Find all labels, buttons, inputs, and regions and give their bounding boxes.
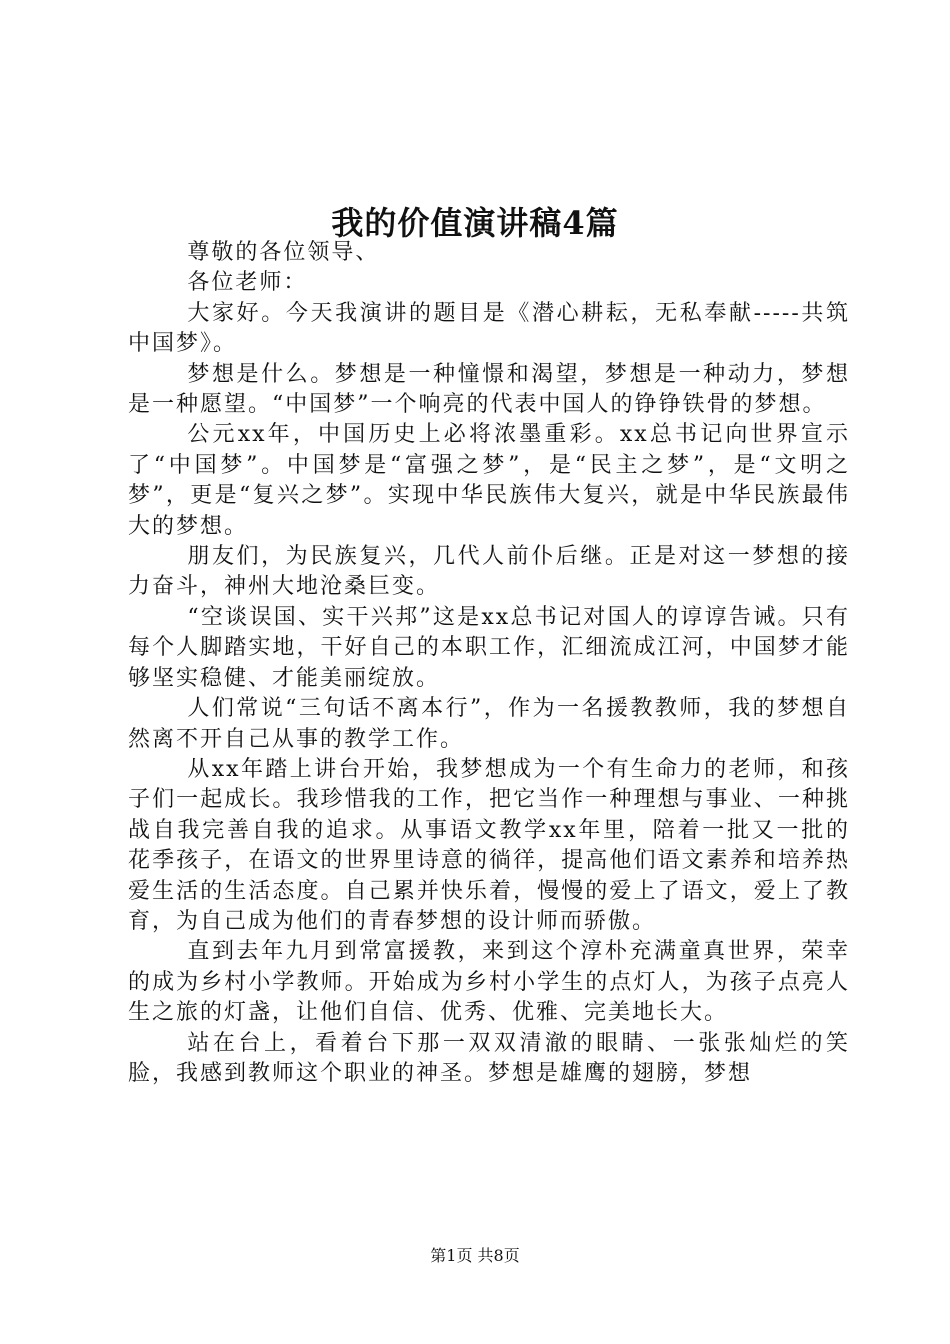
document-body <box>128 238 850 1089</box>
paragraph: 各位老师： <box>187 270 308 296</box>
paragraph: 人们常说“三句话不离本行”，作为一名援教教师，我的梦想自然离不开自己从事的教学工作。 <box>128 696 850 752</box>
paragraph: 公元xx年，中国历史上必将浓墨重彩。xx总书记向世界宣示了“中国梦”。中国梦是“富强之梦”，是“民主之梦”，是“文明之梦”，更是“复兴之梦”。实现中华民族伟大复兴，就是中华民族最伟大的梦想。 <box>128 422 850 539</box>
paragraph: 朋友们，为民族复兴，几代人前仆后继。正是对这一梦想的接力奋斗，神州大地沧桑巨变。 <box>128 544 850 600</box>
document-title: 我的价值演讲稿4篇 <box>331 204 619 243</box>
paragraph: 直到去年九月到常富援教，来到这个淳朴充满童真世界，荣幸的成为乡村小学教师。开始成为乡村小学生的点灯人，为孩子点亮人生之旅的灯盏，让他们自信、优秀、优雅、完美地长大。 <box>128 939 850 1026</box>
paragraph: 站在台上，看着台下那一双双清澈的眼睛、一张张灿烂的笑脸，我感到教师这个职业的神圣。梦想是雄鹰的翅膀，梦想 <box>128 1030 850 1086</box>
paragraph: 梦想是什么。梦想是一种憧憬和渴望，梦想是一种动力，梦想是一种愿望。“中国梦”一个响亮的代表中国人的铮铮铁骨的梦想。 <box>128 361 850 418</box>
paragraph: 尊敬的各位领导、 <box>187 240 380 265</box>
paragraph: 大家好。今天我演讲的题目是《潜心耕耘，无私奉献-----共筑中国梦》。 <box>128 300 850 357</box>
paragraph: “空谈误国、实干兴邦”这是xx总书记对国人的谆谆告诫。只有每个人脚踏实地，干好自己的本职工作，汇细流成江河，中国梦才能够坚实稳健、才能美丽绽放。 <box>128 604 850 691</box>
paragraph: 从xx年踏上讲台开始，我梦想成为一个有生命力的老师，和孩子们一起成长。我珍惜我的工作，把它当作一种理想与事业、一种挑战自我完善自我的追求。从事语文教学xx年里，陪着一批又一批的花季孩子，在语文的世界里诗意的徜徉，提高他们语文素养和培养热爱生活的生活态度。自己累并快乐着，慢慢的爱上了语文，爱上了教育，为自己成为他们的青春梦想的设计师而骄傲。 <box>128 756 850 934</box>
page-footer: 第1页 共8页 <box>430 1246 520 1265</box>
